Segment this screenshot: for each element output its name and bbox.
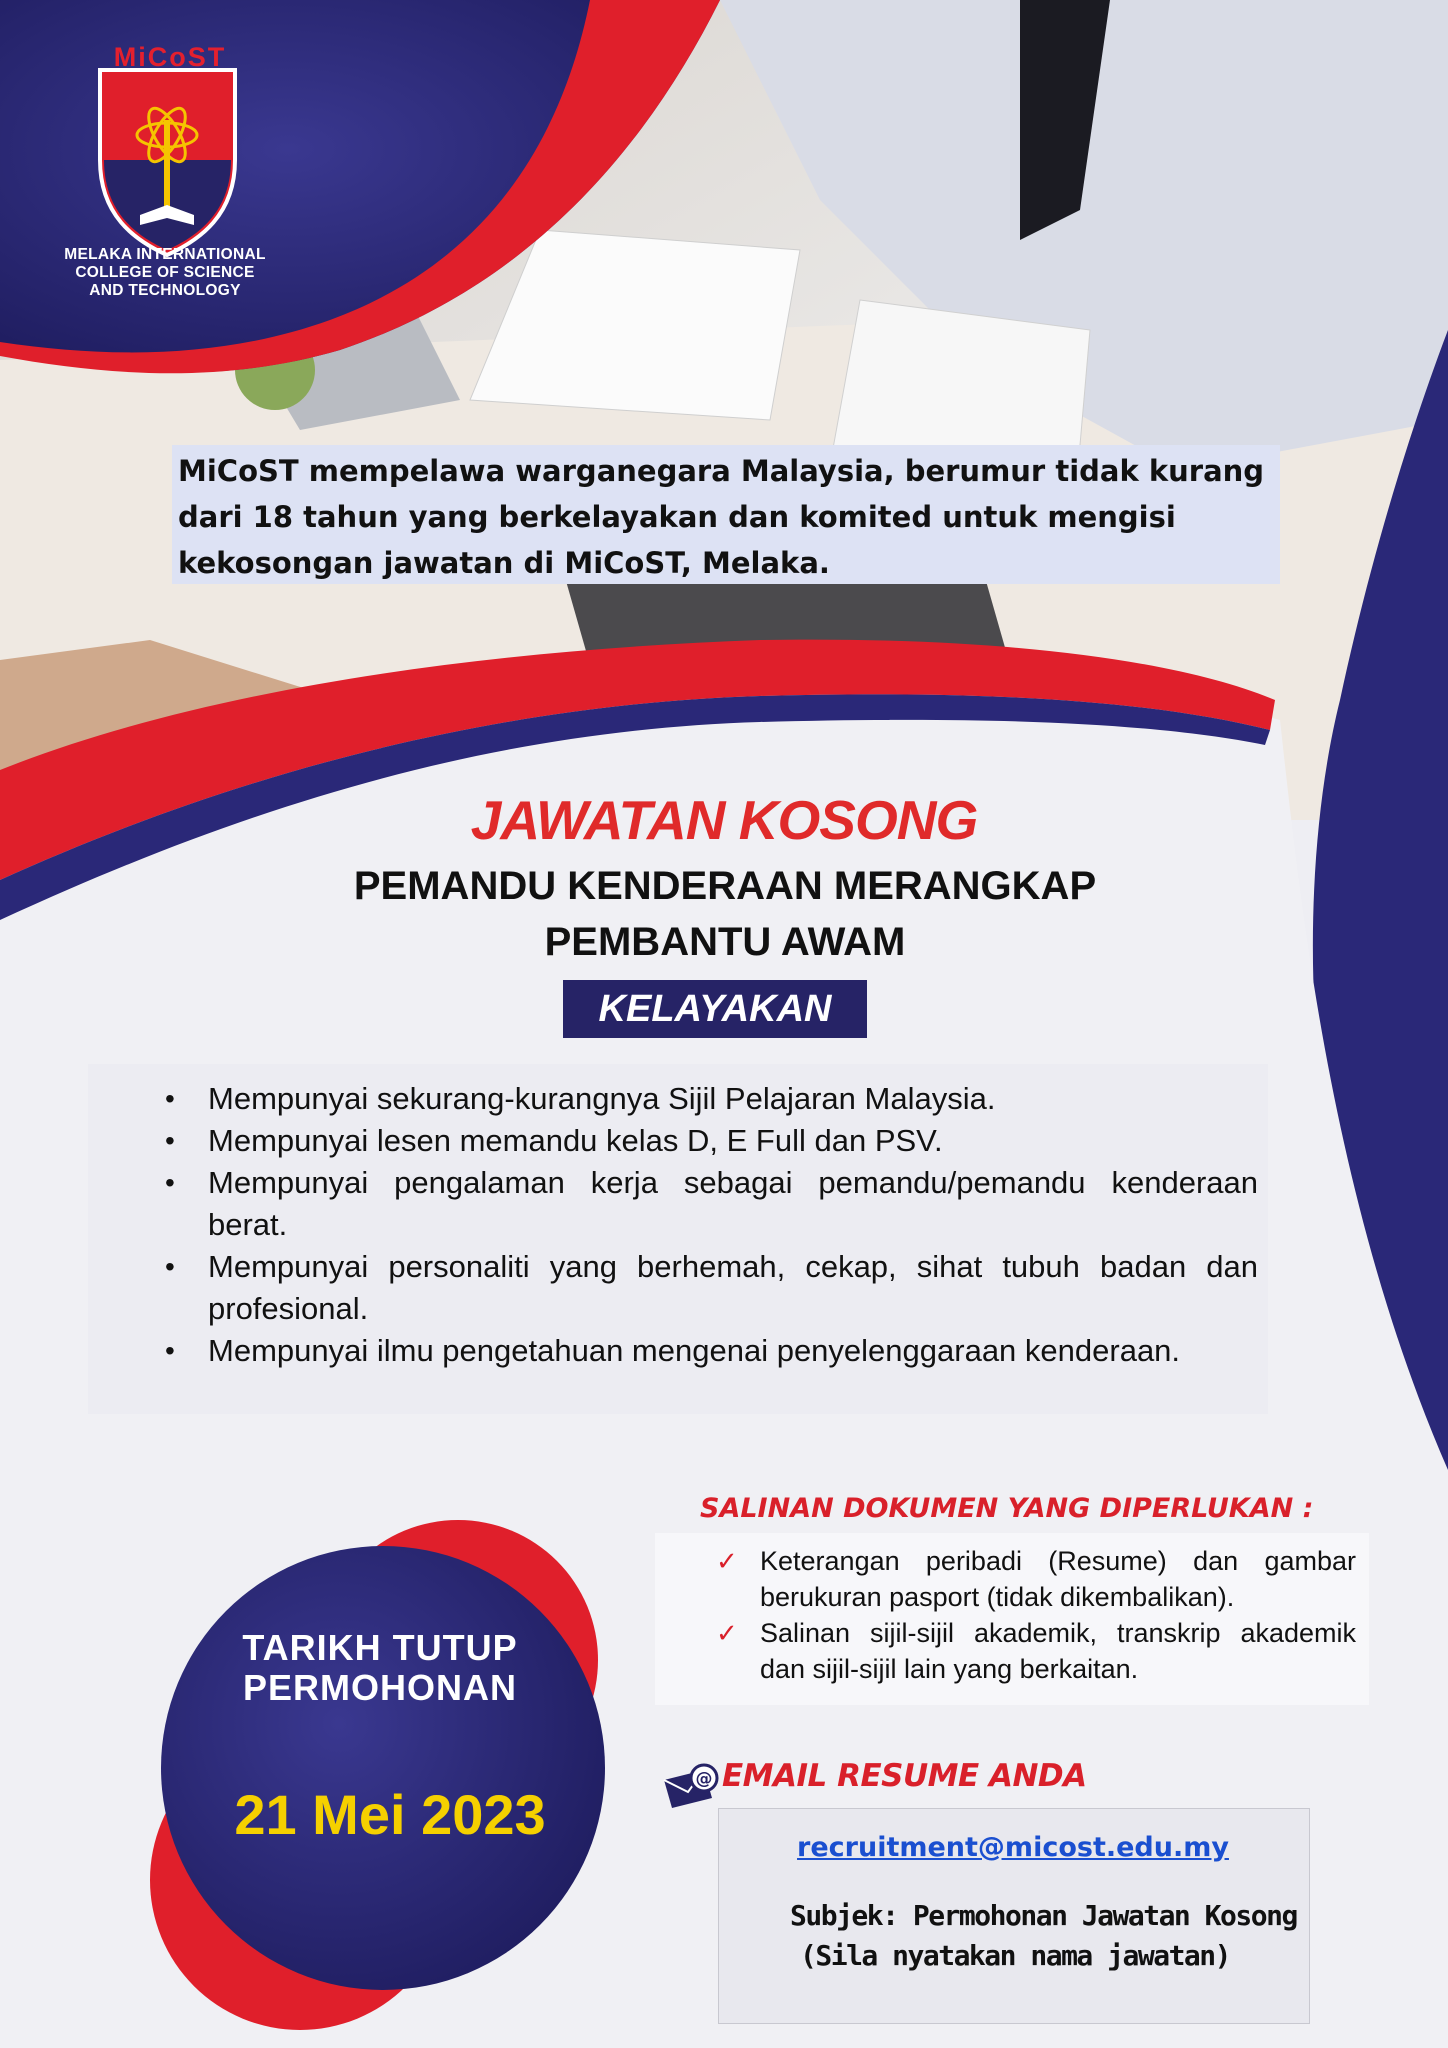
documents-list (716, 1543, 1356, 1687)
email-address-link[interactable]: recruitment@micost.edu.my (797, 1832, 1229, 1863)
qualification-item: • Mempunyai personaliti yang berhemah, cekap, sihat tubuh badan dan profesional. (160, 1246, 1258, 1330)
qualification-item: • Mempunyai lesen memandu kelas D, E Full dan PSV. (160, 1120, 1258, 1162)
qualification-item: • Mempunyai sekurang-kurangnya Sijil Pelajaran Malaysia. (160, 1078, 1258, 1120)
intro-text: MiCoST mempelawa warganegara Malaysia, berumur tidak kurang dari 18 tahun yang berkelayakan dan komited untuk mengisi kekosongan jawatan di MiCoST, Melaka. (178, 454, 1265, 580)
qualification-item: • Mempunyai pengalaman kerja sebagai pemandu/pemandu kenderaan berat. (160, 1162, 1258, 1246)
logo-wordmark: MiCoST (113, 42, 227, 72)
closing-label (200, 1628, 560, 1708)
qualifications-list (160, 1078, 1258, 1372)
institution-line: COLLEGE OF SCIENCE (75, 264, 255, 281)
institution-name (40, 246, 290, 300)
closing-label-line: TARIKH TUTUP (242, 1627, 518, 1668)
qualifications-badge: KELAYAKAN (563, 980, 867, 1038)
documents-title: SALINAN DOKUMEN YANG DIPERLUKAN : (700, 1493, 1314, 1524)
email-subject-line: Subjek: Permohonan Jawatan Kosong (790, 1899, 1297, 1932)
closing-date: 21 Mei 2023 (234, 1783, 546, 1846)
email-subject (790, 1896, 1310, 1976)
closing-label-line: PERMOHONAN (242, 1667, 517, 1708)
email-subject-line: (Sila nyatakan nama jawatan) (800, 1939, 1231, 1972)
closing-navy-circle (161, 1546, 605, 1990)
job-title-line: PEMBANTU AWAM (544, 920, 906, 964)
document-item: ✓ Salinan sijil-sijil akademik, transkrip akademik dan sijil-sijil lain yang berkaitan. (716, 1615, 1356, 1687)
email-envelope-icon (660, 1758, 722, 1814)
email-heading: EMAIL RESUME ANDA (722, 1758, 1087, 1794)
qualification-item: • Mempunyai ilmu pengetahuan mengenai penyelenggaraan kenderaan. (160, 1330, 1258, 1372)
svg-text:@: @ (695, 1769, 713, 1789)
headline: JAWATAN KOSONG (470, 789, 978, 851)
job-title-line: PEMANDU KENDERAAN MERANGKAP (353, 864, 1097, 908)
job-title (180, 858, 1270, 970)
institution-line: AND TECHNOLOGY (89, 282, 241, 299)
document-item: ✓ Keterangan peribadi (Resume) dan gambar berukuran pasport (tidak dikembalikan). (716, 1543, 1356, 1615)
institution-line: MELAKA INTERNATIONAL (64, 246, 266, 263)
